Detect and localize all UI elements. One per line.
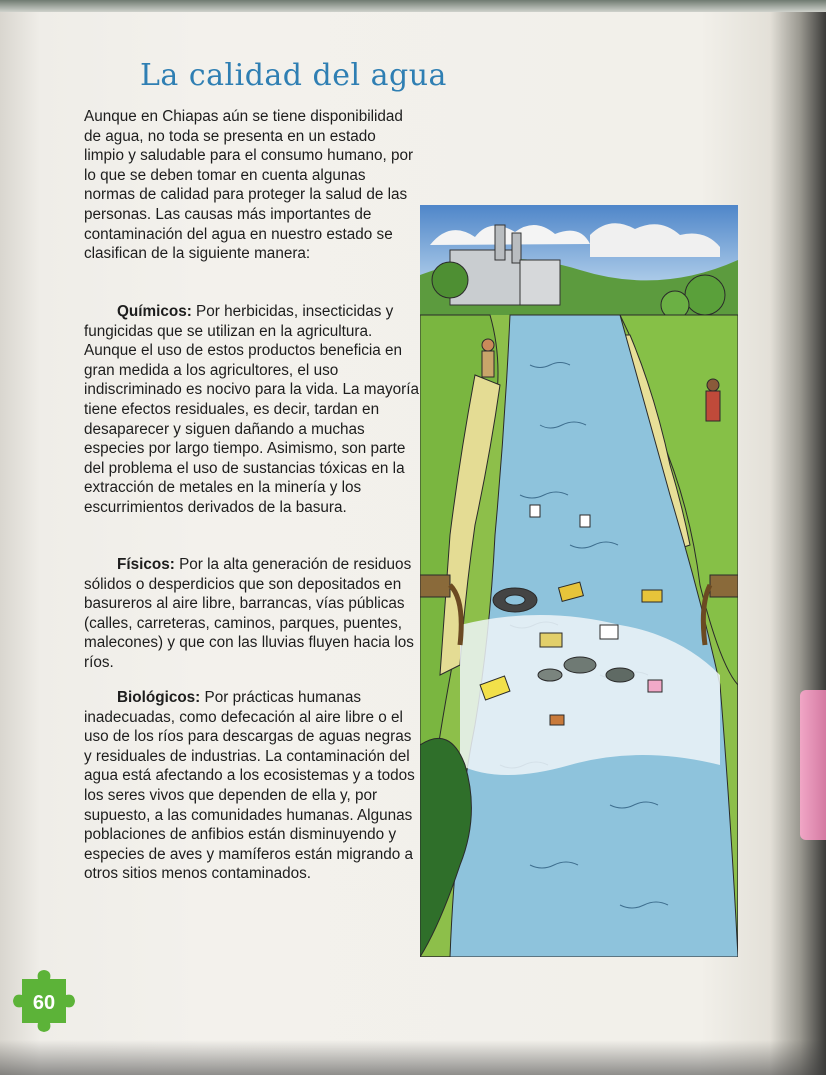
page-number: 60 <box>32 992 56 1014</box>
section-text: Por prácticas humanas inadecuadas, como defecación al aire libre o el uso de los ríos para descargas de aguas negras y residuales de industrias. La contaminación del agua está afectando a los ecosistemas y a todos los seres vivos que dependen de ella y, por supuesto, a las comunidades humanas. Algunas poblaciones de anfibios están disminuyendo y especies de aves y mamíferos están migrando a otros sitios menos contaminados. <box>84 689 415 883</box>
side-bookmark-tab <box>800 690 826 840</box>
person-right <box>706 379 720 421</box>
page-bottom-shadow <box>0 1040 826 1075</box>
section-text: Por herbicidas, insecticidas y fungicidas que se utilizan en la agricultura. Aunque el uso de estos productos beneficia en gran medida a los agricultores, el uso indiscriminado es nocivo para la vida. La mayoría tiene efectos residuales, es decir, tardan en desaparecer y siguen dañando a muchas especies por largo tiempo. Asimismo, son parte del problema el uso de sustancias tóxicas en la extracción de metales en la minería y los escurrimientos derivados de la basura. <box>84 303 420 516</box>
puzzle-piece-icon <box>8 965 80 1037</box>
tree <box>685 275 725 315</box>
page-top-edge <box>0 0 826 12</box>
section-chemical <box>84 302 419 518</box>
section-physical <box>84 555 419 673</box>
tree <box>432 262 468 298</box>
page-title: La calidad del agua <box>140 58 447 93</box>
person-left <box>482 339 494 377</box>
section-term: Biológicos: <box>117 689 201 706</box>
section-biological <box>84 688 419 884</box>
intro-text: Aunque en Chiapas aún se tiene disponibilidad de agua, no toda se presenta en un estado limpio y saludable para el consumo humano, por lo que se deben tomar en cuenta algunas normas de calidad para proteger la salud de las personas. Las causas más importantes de contaminación del agua en nuestro estado se clasifican de la siguiente manera: <box>84 108 414 263</box>
river-pollution-illustration <box>420 205 738 957</box>
intro-paragraph <box>84 107 419 264</box>
section-text: Por la alta generación de residuos sólidos o desperdicios que son depositados en basureros al aire libre, barrancas, vías públicas (calles, carreteras, caminos, parques, puentes, malecones) y que con las lluvias fluyen hacia los ríos. <box>84 556 414 671</box>
section-term: Químicos: <box>117 303 192 320</box>
section-term: Físicos: <box>117 556 175 573</box>
